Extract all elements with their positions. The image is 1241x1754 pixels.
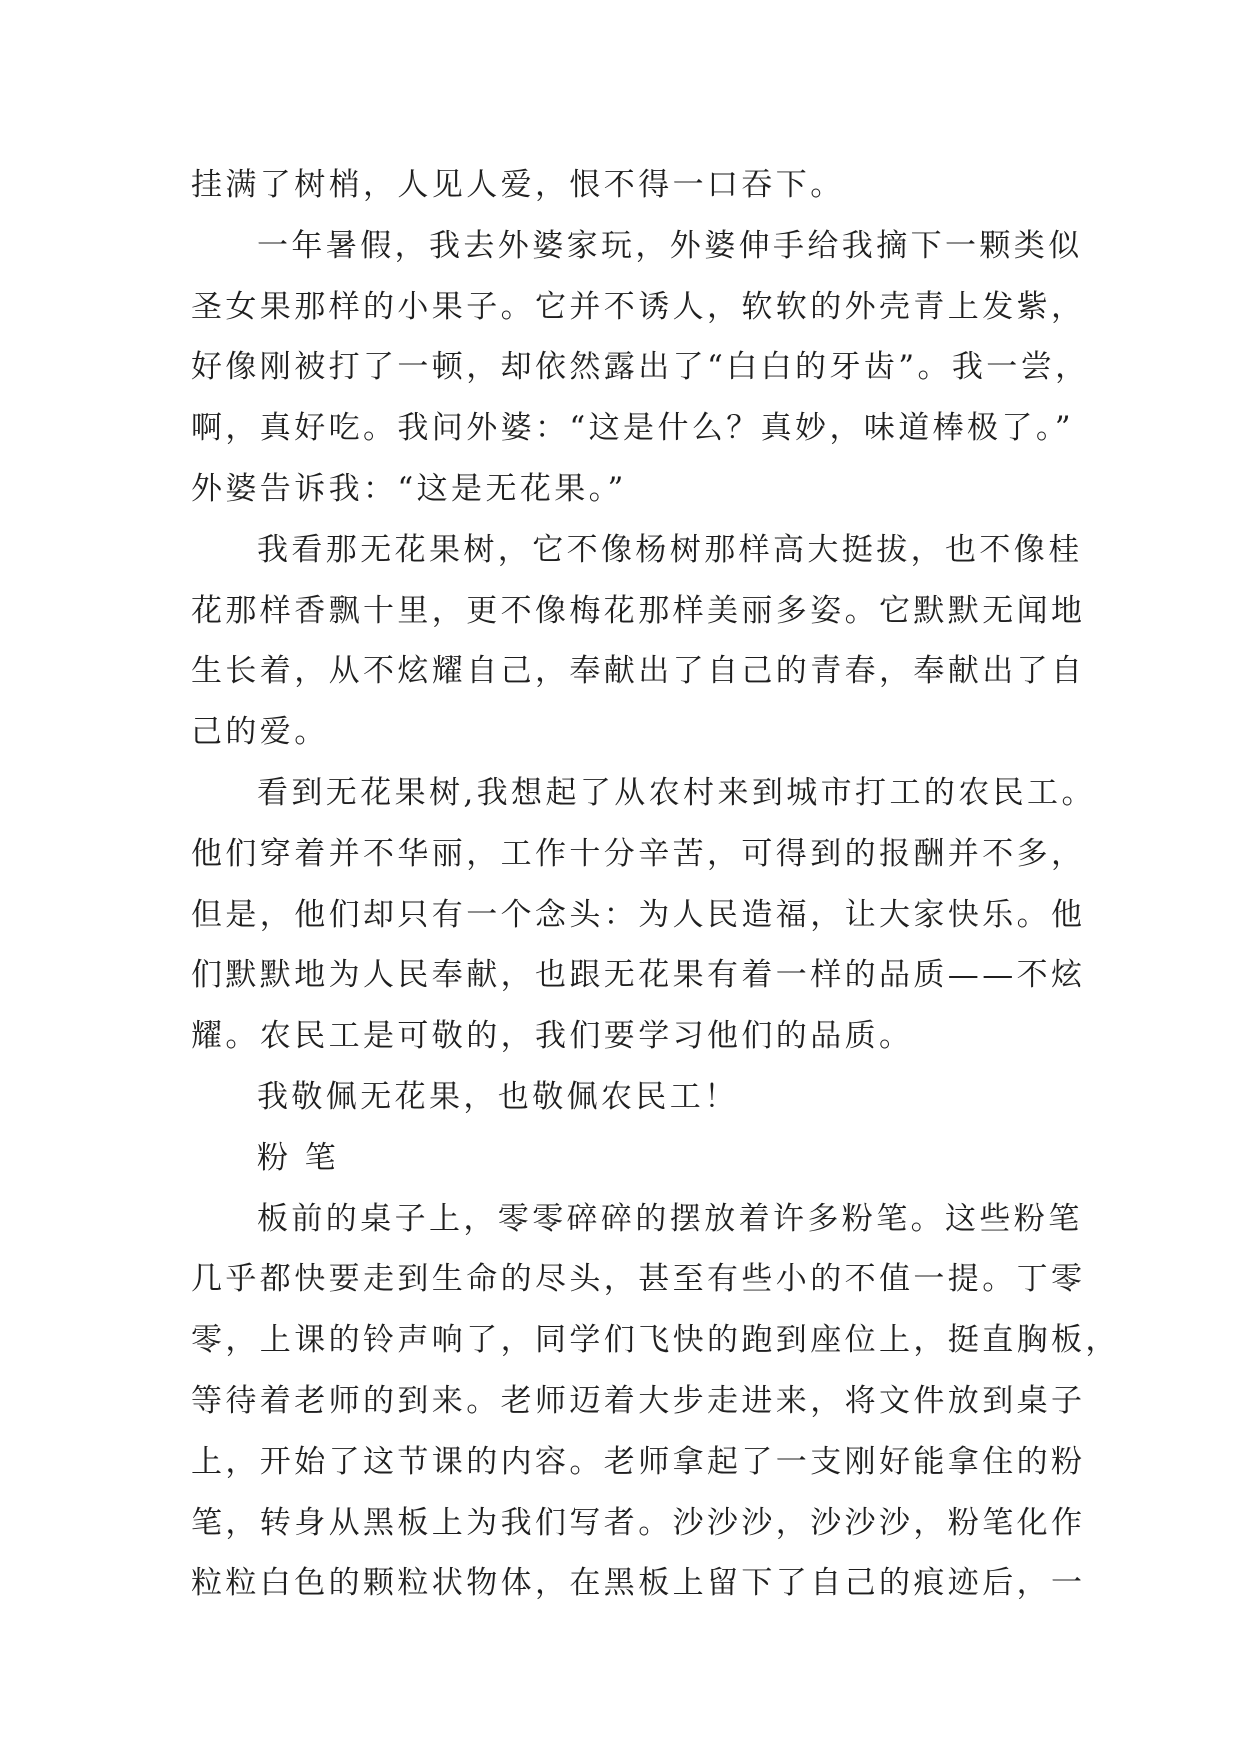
text-line: 上，开始了这节课的内容。老师拿起了一支刚好能拿住的粉 <box>191 1443 1086 1480</box>
text-line: 笔，转身从黑板上为我们写者。沙沙沙，沙沙沙，粉笔化作 <box>191 1504 1086 1541</box>
text-line: 我敬佩无花果，也敬佩农民工！ <box>257 1078 739 1115</box>
text-line: 耀。农民工是可敬的，我们要学习他们的品质。 <box>191 1018 914 1055</box>
text-line: 花那样香飘十里，更不像梅花那样美丽多姿。它默默无闻地 <box>191 592 1086 629</box>
text-line: 粉 笔 <box>257 1139 340 1176</box>
text-line: 几乎都快要走到生命的尽头，甚至有些小的不值一提。丁零 <box>191 1261 1086 1298</box>
text-line: 啊，真好吃。我问外婆：“这是什么？真妙，味道棒极了。” <box>191 410 1074 447</box>
text-line: 圣女果那样的小果子。它并不诱人，软软的外壳青上发紫， <box>191 288 1086 325</box>
text-line: 但是，他们却只有一个念头：为人民造福，让大家快乐。他 <box>191 896 1086 933</box>
text-line: 们默默地为人民奉献，也跟无花果有着一样的品质——不炫 <box>191 957 1086 994</box>
text-line: 外婆告诉我：“这是无花果。” <box>191 470 627 507</box>
text-line: 好像刚被打了一顿，却依然露出了“白白的牙齿”。我一尝， <box>191 349 1090 386</box>
text-line: 零，上课的铃声响了，同学们飞快的跑到座位上，挺直胸板， <box>191 1322 1120 1359</box>
text-line: 生长着，从不炫耀自己，奉献出了自己的青春，奉献出了自 <box>191 653 1086 690</box>
text-line: 等待着老师的到来。老师迈着大步走进来，将文件放到桌子 <box>191 1382 1086 1419</box>
text-line: 看到无花果树,我想起了从农村来到城市打工的农民工。 <box>257 774 1096 811</box>
text-line: 一年暑假，我去外婆家玩，外婆伸手给我摘下一颗类似 <box>257 227 1083 264</box>
text-line: 粒粒白色的颗粒状物体，在黑板上留下了自己的痕迹后，一 <box>191 1565 1086 1602</box>
text-line: 他们穿着并不华丽，工作十分辛苦，可得到的报酬并不多， <box>191 835 1086 872</box>
text-line: 板前的桌子上，零零碎碎的摆放着许多粉笔。这些粉笔 <box>257 1200 1083 1237</box>
text-line: 己的爱。 <box>191 714 329 751</box>
text-line: 挂满了树梢，人见人爱，恨不得一口吞下。 <box>191 167 845 203</box>
text-line: 我看那无花果树，它不像杨树那样高大挺拔，也不像桂 <box>257 531 1083 568</box>
body-text <box>191 155 1120 1614</box>
